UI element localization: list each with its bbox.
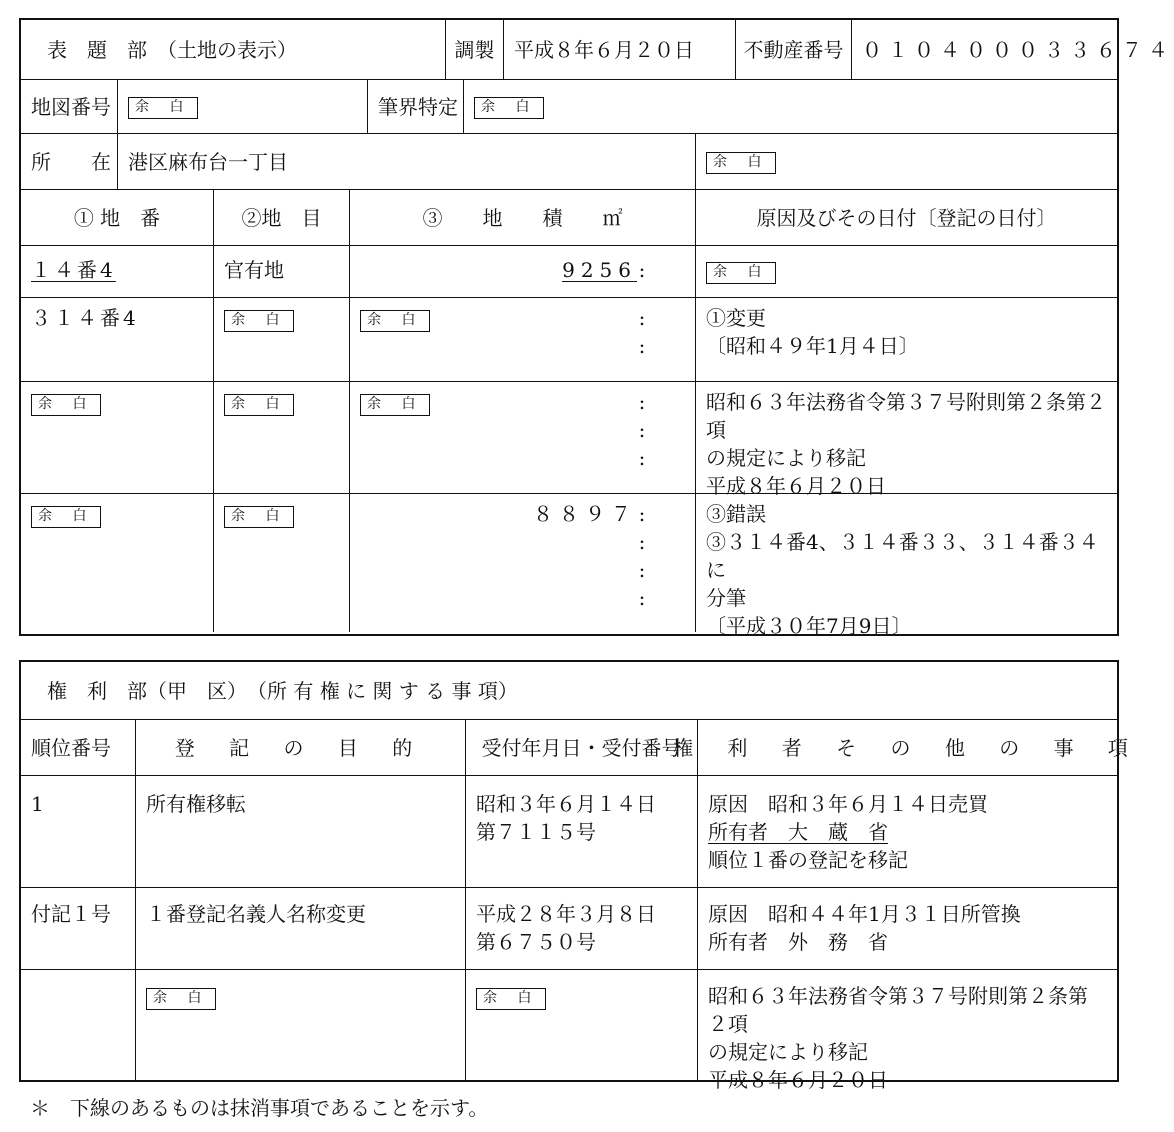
chizu-yohaku-stamp: 余 白 (128, 97, 198, 119)
kenri-row-3 (21, 970, 1117, 1092)
land-row-1-chiban-text: １４番4 (31, 258, 116, 282)
kenri-row-2-uketsuke (465, 888, 697, 969)
chizu-label-text: 地図番号 (31, 94, 111, 119)
chizu-label (21, 80, 117, 133)
land-row-2-chiban-text: ３１４番4 (31, 306, 139, 330)
kenribu-title-row (21, 662, 1117, 720)
land-row-1-chiseki (349, 246, 695, 297)
hikkai-label (367, 80, 463, 133)
land-row-4-chiban (21, 494, 213, 632)
land-row-3-colons: : : : (638, 390, 646, 470)
land-row-2-gen-in (695, 298, 1117, 381)
chosei-date (503, 20, 735, 79)
land-row-4-chiseki-text: ８８９７ (533, 502, 637, 526)
chosei-label (445, 20, 503, 79)
kenri-row-2-mokuteki (135, 888, 465, 969)
land-row-4-chimoku (213, 494, 349, 632)
header-chiseki (349, 190, 695, 245)
kenri-row-2-jun-i-text: 付記１号 (31, 902, 111, 926)
kenri-row-3-jun-i (21, 970, 135, 1080)
land-row-1-yohaku-stamp: 余 白 (706, 262, 776, 284)
shozai-row (21, 134, 1117, 190)
header-chiban (21, 190, 213, 245)
header-kenrisha-text: 権 利 者 そ の 他 の 事 項 (673, 735, 1142, 760)
header-uketsuke-text: 受付年月日・受付番号 (481, 735, 682, 760)
header-chimoku-text: ②地 目 (241, 205, 322, 230)
header-kenrisha (673, 720, 1142, 775)
kenri-row-1-owner: 所有者 大 蔵 省 (708, 820, 888, 844)
land-row-3-chimoku-stamp: 余 白 (224, 394, 294, 416)
land-row-1-chiban (21, 246, 213, 297)
fudosan-label-text: 不動産番号 (743, 37, 844, 62)
land-row-3-chiseki-stamp: 余 白 (360, 394, 430, 416)
kenri-row-1-mokuteki (135, 776, 465, 887)
shozai-value (117, 134, 695, 189)
kenri-row-2 (21, 888, 1117, 970)
kenri-row-1-note: 順位１番の登記を移記 (708, 848, 908, 872)
shozai-yohaku-stamp: 余 白 (706, 152, 776, 174)
hikkai-label-text: 筆界特定 (378, 94, 458, 119)
kenri-row-2-kenrisha-text: 原因 昭和４４年1月３１日所管換 所有者 外 務 省 (708, 902, 1021, 954)
chosei-label-text: 調製 (454, 37, 495, 62)
header-mokuteki (135, 720, 465, 775)
land-row-4-chimoku-stamp: 余 白 (224, 506, 294, 528)
fudosan-label (735, 20, 851, 79)
kenri-row-3-uketsuke-stamp: 余 白 (476, 988, 546, 1010)
land-row-3-gen-in (695, 382, 1117, 498)
kenribu-title (21, 662, 1117, 719)
hikkai-yohaku-stamp: 余 白 (474, 97, 544, 119)
land-row-2-chimoku (213, 298, 349, 381)
land-row-2-gen-in-text: ①変更 〔昭和４９年1月４日〕 (706, 306, 919, 358)
header-chiban-text: ① 地 番 (73, 205, 161, 230)
land-row-1-colons: : (638, 258, 646, 282)
land-row-1-chimoku (213, 246, 349, 297)
kenri-row-3-mokuteki (135, 970, 465, 1080)
header-gen-in (695, 190, 1117, 245)
header-mokuteki-text: 登 記 の 目 的 (174, 735, 427, 760)
land-row-3 (21, 382, 1117, 498)
land-row-1-chiseki-text: 9256 (562, 258, 637, 282)
header-gen-in-text: 原因及びその日付〔登記の日付〕 (756, 205, 1057, 230)
land-row-1-chimoku-text: 官有地 (224, 258, 284, 282)
land-row-3-gen-in-text: 昭和６３年法務省令第３７号附則第２条第２項 の規定により移記 平成８年６月２０日 (706, 390, 1106, 498)
land-row-2-chiban (21, 298, 213, 381)
kenri-row-3-kenrisha-text: 昭和６３年法務省令第３７号附則第２条第２項 の規定により移記 平成８年６月２０日 (708, 984, 1088, 1092)
land-row-4-chiban-stamp: 余 白 (31, 506, 101, 528)
kenri-row-1-uketsuke-text: 昭和３年６月１４日 第７１１５号 (476, 792, 656, 844)
land-row-4-colons: : : : : (638, 502, 646, 610)
shozai-remark (695, 134, 1117, 189)
hyodaibu-header-row (21, 190, 1117, 246)
land-row-4 (21, 494, 1117, 638)
shozai-value-text: 港区麻布台一丁目 (128, 149, 288, 174)
kenri-row-1-jun-i-text: 1 (31, 792, 44, 816)
kenri-row-1-kenrisha (697, 776, 1117, 887)
kenribu-title-text: 権 利 部（甲 区） （所 有 権 に 関 す る 事 項） (47, 678, 518, 703)
kenri-row-2-jun-i (21, 888, 135, 969)
fudosan-number-text: ０１０４０００３３６７４ (862, 37, 1174, 62)
land-row-3-chiseki (349, 382, 695, 493)
kenri-row-1-cause: 原因 昭和３年６月１４日売買 (708, 792, 988, 816)
kenri-row-1-jun-i (21, 776, 135, 887)
chizu-row (21, 80, 1117, 134)
hyodaibu-title (21, 20, 445, 79)
kenri-row-1-uketsuke (465, 776, 697, 887)
land-row-3-chimoku (213, 382, 349, 493)
chizu-value (117, 80, 367, 133)
hyodaibu-title-text: 表 題 部 （土地の表示） (47, 37, 297, 62)
land-row-1-gen-in (695, 246, 1117, 297)
footnote: ＊ 下線のあるものは抹消事項であることを示す。 (30, 1096, 489, 1120)
hyodaibu-title-row (21, 20, 1174, 80)
land-row-2-colons: : : (638, 306, 646, 358)
land-row-4-gen-in (695, 494, 1117, 638)
kenri-row-1-mokuteki-text: 所有権移転 (146, 792, 246, 816)
kenri-row-3-kenrisha (697, 970, 1117, 1092)
land-row-2-chiseki (349, 298, 695, 381)
land-row-2-chimoku-stamp: 余 白 (224, 310, 294, 332)
header-jun-i (21, 720, 135, 775)
chosei-date-text: 平成８年６月２０日 (514, 37, 694, 62)
land-row-1 (21, 246, 1117, 298)
header-chiseki-text: ③ 地 積 ㎡ (422, 205, 623, 230)
land-row-3-chiban-stamp: 余 白 (31, 394, 101, 416)
header-jun-i-text: 順位番号 (31, 735, 111, 760)
kenri-row-1 (21, 776, 1117, 888)
kenri-row-2-kenrisha (697, 888, 1117, 969)
header-uketsuke (465, 720, 697, 775)
shozai-label-text: 所 在 (31, 149, 111, 174)
kenri-row-2-mokuteki-text: １番登記名義人名称変更 (146, 902, 366, 926)
land-row-4-chiseki (349, 494, 695, 632)
kenribu-table (19, 660, 1142, 1092)
land-row-3-chiban (21, 382, 213, 493)
kenri-row-2-uketsuke-text: 平成２８年３月８日 第６７５０号 (476, 902, 656, 954)
hikkai-value (463, 80, 1117, 133)
kenri-row-3-mokuteki-stamp: 余 白 (146, 988, 216, 1010)
land-row-2 (21, 298, 1117, 382)
header-chimoku (213, 190, 349, 245)
hyodaibu-table (19, 18, 1174, 638)
shozai-label (21, 134, 117, 189)
land-row-4-gen-in-text: ③錯誤 ③３１４番4、３１４番３３、３１４番３４に 分筆 〔平成３０年7月9日〕 (706, 502, 1099, 638)
fudosan-number (851, 20, 1174, 79)
kenribu-header-row (21, 720, 1142, 776)
kenri-row-3-uketsuke (465, 970, 697, 1080)
land-row-2-chiseki-stamp: 余 白 (360, 310, 430, 332)
